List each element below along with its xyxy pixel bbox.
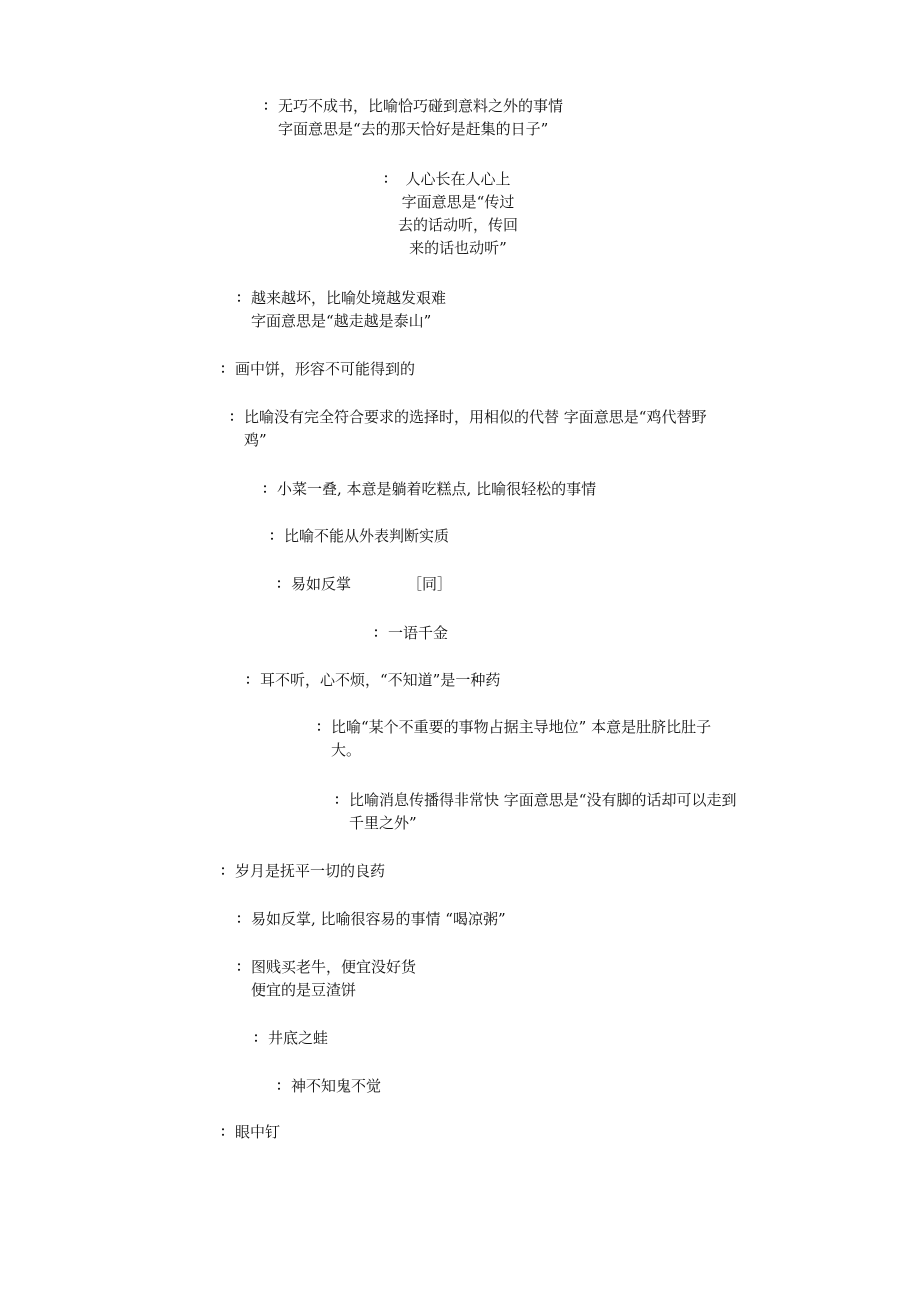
proverb-entry — [373, 622, 449, 645]
synonym-tag: ［同］ — [407, 575, 453, 593]
bullet-colon: ： — [263, 99, 277, 114]
proverb-entry — [383, 168, 519, 260]
entry-line: 字面意思是“去的那天恰好是赶集的日子” — [278, 120, 549, 138]
proverb-entry — [316, 716, 712, 762]
proverb-entry — [220, 1121, 281, 1144]
entry-line: 比喻不能从外表判断实质 — [284, 527, 450, 545]
bullet-colon: ： — [220, 362, 234, 377]
bullet-colon: ： — [383, 172, 397, 187]
bullet-colon: ： — [220, 864, 234, 879]
bullet-colon: ： — [236, 912, 250, 927]
proverb-entry — [236, 956, 417, 1002]
entry-line: 神不知鬼不觉 — [291, 1077, 382, 1095]
bullet-colon: ： — [276, 1079, 290, 1094]
proverb-entry — [236, 908, 506, 931]
proverb-entry — [269, 525, 450, 548]
entry-line: 比喻没有完全符合要求的选择时，用相似的代替 字面意思是“鸡代替野 — [244, 408, 707, 426]
proverb-entry — [220, 358, 416, 381]
entry-line: 字面意思是“越走越是泰山” — [251, 312, 432, 330]
bullet-colon: ： — [236, 960, 250, 975]
bullet-colon: ： — [316, 720, 330, 735]
bullet-colon: ： — [373, 626, 387, 641]
bullet-colon: ： — [220, 1125, 234, 1140]
entry-line: 无巧不成书，比喻恰巧碰到意料之外的事情 — [278, 97, 564, 115]
proverb-entry — [276, 1075, 382, 1098]
entry-line: 画中饼，形容不可能得到的 — [235, 360, 416, 378]
entry-line: 易如反掌 — [291, 575, 352, 593]
bullet-colon: ： — [276, 577, 290, 592]
entry-line: 井底之蛙 — [268, 1029, 329, 1047]
entry-line: 易如反掌, 比喻很容易的事情 “喝凉粥” — [251, 910, 506, 928]
proverb-entry — [236, 287, 447, 333]
bullet-colon: ： — [334, 793, 348, 808]
bullet-colon: ： — [236, 291, 250, 306]
entry-line: 岁月是抚平一切的良药 — [235, 862, 386, 880]
entry-line: 来的话也动听” — [409, 239, 507, 257]
proverb-entry — [220, 860, 386, 883]
entry-line: 人心长在人心上 — [405, 170, 511, 188]
entry-line: 字面意思是“传过 — [401, 193, 515, 211]
entry-line: 比喻“某个不重要的事物占据主导地位” 本意是肚脐比肚子 — [331, 718, 712, 736]
proverb-entry — [253, 1027, 329, 1050]
entry-line: 眼中钉 — [235, 1123, 281, 1141]
proverb-entry — [334, 789, 737, 835]
proverb-entry — [263, 95, 564, 141]
bullet-colon: ： — [262, 482, 276, 497]
bullet-colon: ： — [269, 529, 283, 544]
entry-line: 大。 — [331, 741, 362, 759]
entry-line: 便宜的是豆渣饼 — [251, 981, 357, 999]
entry-line: 耳不听，心不烦，“不知道”是一种药 — [260, 671, 501, 689]
entry-line: 图贱买老牛，便宜没好货 — [251, 958, 417, 976]
bullet-colon: ： — [245, 673, 259, 688]
proverb-entry — [245, 669, 501, 692]
entry-line: 比喻消息传播得非常快 字面意思是“没有脚的话却可以走到 — [349, 791, 737, 809]
bullet-colon: ： — [253, 1031, 267, 1046]
entry-line: 鸡” — [244, 431, 267, 449]
entry-line: 小菜一叠, 本意是躺着吃糕点, 比喻很轻松的事情 — [277, 480, 597, 498]
entry-line: 千里之外” — [349, 814, 417, 832]
entry-line: 去的话动听，传回 — [398, 216, 519, 234]
entry-line: 越来越坏，比喻处境越发艰难 — [251, 289, 447, 307]
entry-line: 一语千金 — [388, 624, 449, 642]
proverb-entry — [276, 573, 453, 596]
proverb-entry — [229, 406, 707, 452]
bullet-colon: ： — [229, 410, 243, 425]
proverb-entry — [262, 478, 597, 501]
